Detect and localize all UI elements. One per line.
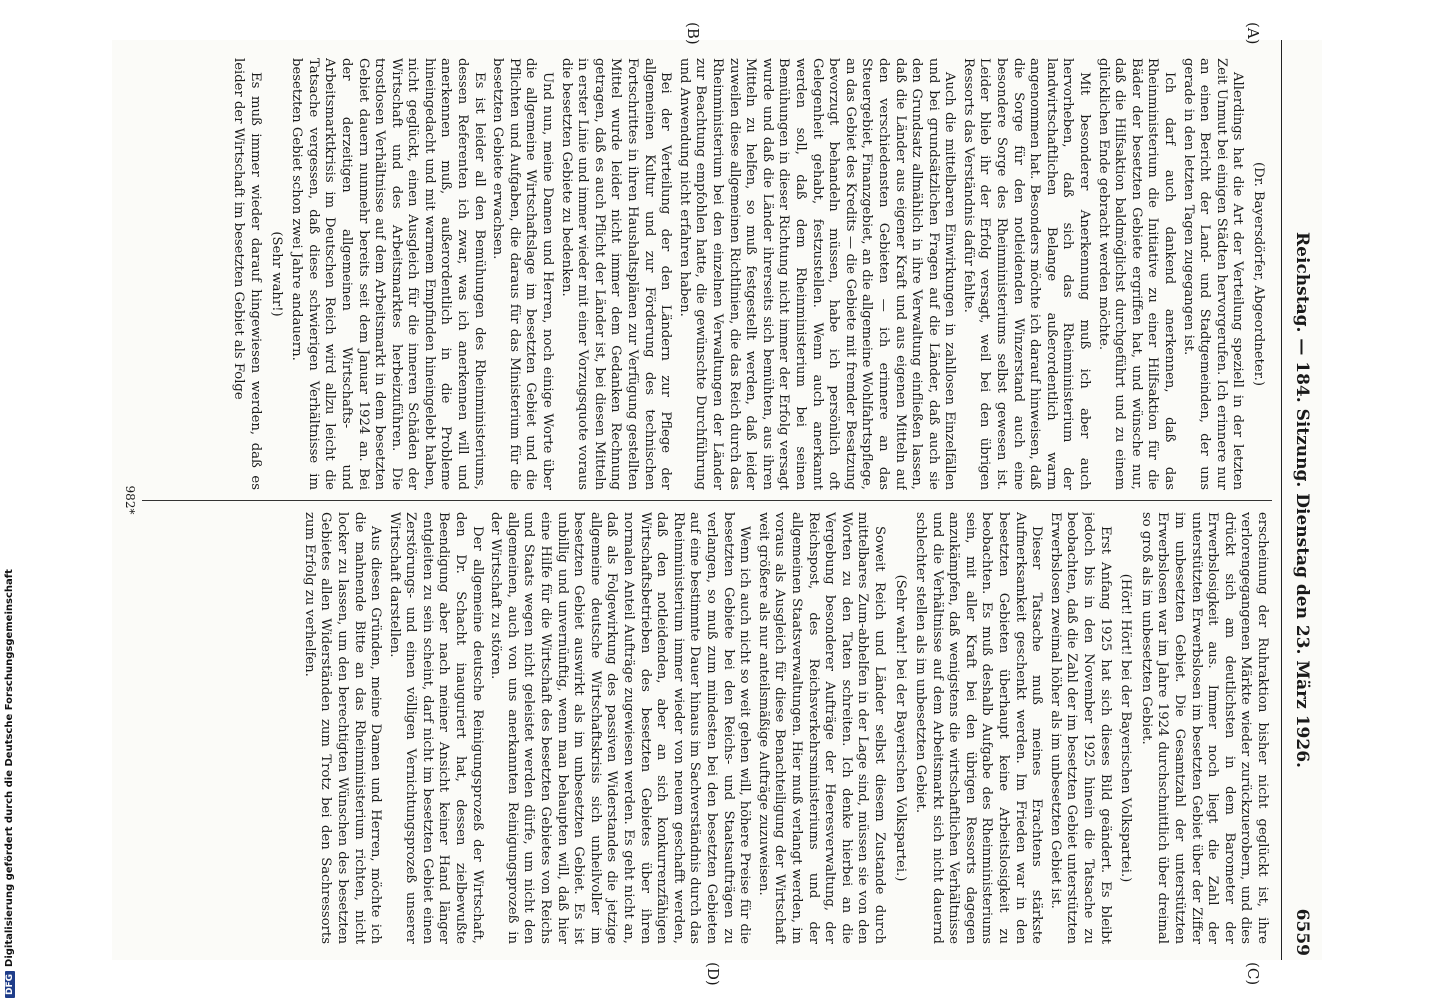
session-title: Reichstag. — 184. Sitzung. Dienstag den 23. März 1926. — [1292, 232, 1312, 768]
paragraph: Mit besonderer Anerkennung muß ich aber auch hervorheben, daß sich das Rheinministerium der landwirtschaftlichen Belange außerordentlich warm angenommen hat. Besonders möchte ich darauf hinweisen, daß die Sorge für den notleidenden Winzerstand auch eine besondere Sorge des Rheinministeriums selbst gewesen ist. Leider blieb ihr der Erfolg versagt, weil bei den übrigen Ressorts das Verständnis dafür fehlte. — [960, 58, 1093, 490]
paragraph: Bei der Verteilung der den Ländern zur Pflege der allgemeinen Kultur und zur Förderung des technischen Fortschrittes in ihren Haushaltsplänen zur Verfügung gestellten Mittel wurde leider nicht immer dem Gedanken Rechnung getragen, daß es auch Pflicht der Länder ist, bei diesen Mitteln in erster Linie und immer wieder mit einer Vorzugsquote voraus die besetzten Gebiete zu bedenken. — [558, 58, 674, 490]
paragraph: Es muß immer wieder darauf hingewiesen werden, daß es leider der Wirtschaft im besetzten Gebiet als Folge — [231, 58, 263, 490]
paragraph: Allerdings hat die Art der Verteilung speziell in der letzten Zeit Unmut bei einigen Städten hervorgerufen. Ich erinnere nur an einen Bericht der Land- und Stadtgemeinden, der uns gerade in den letzten Tagen zugegangen ist. — [1180, 58, 1246, 490]
folio-number: 982* — [123, 485, 137, 515]
paragraph: Wenn ich auch nicht so weit gehen will, höhere Preise für die besetzten Gebiete bei den Reichs- und Staatsaufträgen zu verlangen, so muß zum mindesten bei den besetzten Gebieten auf eine bestimmte Dauer hinaus im Sachverständnis durch das Rheinministerium immer wieder von neuem geschafft werden, daß den notleidenden, aber an sich konkurrenzfähigen Wirtschaftsbetrieben des besetzten Gebietes über ihren normalen Anteil Aufträge zugewiesen werden. Es geht nicht an, daß als Folgewirkung des passiven Widerstandes die jetzige allgemeine deutsche Wirtschaftskrisis sich unheilvoller im besetzten Gebiet auswirkt als im unbesetzten Gebiet. Es ist unbillig und unvernünftig, wenn man behaupten will, daß hier eine Hilfe für die Wirtschaft des besetzten Gebietes von Reichs und Staats wegen nicht geleistet werden dürfe, um nicht den allgemeinen, auch von uns anerkannten Reinigungsprozeß in der Wirtschaft zu stören. — [488, 512, 753, 944]
speaker-line: (Dr. Bayersdörfer, Abgeordneter.) — [1251, 162, 1266, 386]
interjection: (Sehr wahr!) — [268, 231, 284, 317]
column-divider — [142, 500, 1272, 501]
right-column — [150, 512, 1270, 944]
page-header — [1281, 40, 1322, 960]
credit-text: Digitalisierung gefördert durch die Deutsche Forschungsgemeinschaft — [4, 569, 15, 967]
paragraph: Und nun, meine Damen und Herren, noch einige Worte über die allgemeine Wirtschaftslage im besetzten Gebiet und die Pflichten und Aufgaben, die daraus für das Ministerium für die besetzten Gebiete erwachsen. — [490, 58, 556, 490]
rotated-document-page — [112, 22, 1322, 986]
paragraph: Ich darf auch dankend anerkennen, daß das Rheinministerium die Initiative zu einer Hilfsaktion für die Bäder der besetzten Gebiete ergriffen hat, und wünsche nur, daß die Hilfsaktion baldmöglichst durchgeführt und zu einem glücklichen Ende gebracht werden möchte. — [1095, 58, 1178, 490]
margin-marker-c: (C) — [1244, 962, 1262, 986]
paragraph: Auch die mittelbaren Einwirkungen in zahllosen Einzelfällen und bei grundsätzlichen Fragen auf die Länder, daß auch sie den Grundsatz allmählich in ihre Verwaltung einfließen lassen, daß die Länder aus eigener Kraft und aus eigenen Mitteln auf den verschiedensten Gebieten — ich erinnere an das Steuergebiet, Finanzgebiet, an die allgemeine Wohlfahrtspflege, an das Gebiet des Kredits — die Gebiete mit fremder Besatzung bevorzugt behandeln müssen, habe ich persönlich oft Gelegenheit gehabt, festzustellen. Wenn auch anerkannt werden soll, daß dem Rheinministerium bei seinen Bemühungen in dieser Richtung nicht immer der Erfolg versagt wurde und daß die Länder ihrerseits sich bemühten, aus ihren Mitteln zu helfen, so muß festgestellt werden, daß leider zuweilen diese allgemeinen Richtlinien, die das Reich durch das Rheinministerium bei den einzelnen Verwaltungen der Länder zur Beachtung empfohlen hatte, die gewünschte Durchführung und Anwendung nicht erfahren haben. — [676, 58, 958, 490]
digitization-credit — [4, 569, 15, 998]
interjection: (Sehr wahr! bei der Bayerischen Volkspartei.) — [892, 574, 908, 882]
interjection: (Hört! Hört! bei der Bayerischen Volkspartei.) — [1118, 573, 1134, 883]
paragraph: erscheinung der Ruhraktion bisher nicht geglückt ist, ihre verlorengegangenen Märkte wieder zurückzuerobern, und dies drückt sich am deutlichsten in dem Barometer der Erwerbslosigkeit aus. Immer noch liegt die Zahl der unterstützten Erwerbslosen im besetzten Gebiet über der Ziffer im unbesetzten Gebiet. Die Gesamtzahl der unterstützten Erwerbslosen war im Jahre 1924 durchschnittlich über dreimal so groß als im unbesetzten Gebiet. — [1138, 512, 1270, 944]
margin-marker-a: (A) — [1244, 22, 1262, 45]
paragraph: Erst Anfang 1925 hat sich dieses Bild geändert. Es bleibt jedoch bis in den November 1925 hinein die Tatsache zu beobachten, daß die Zahl der im besetzten Gebiet unterstützten Erwerbslosen zweimal höher als im unbesetzten Gebiet ist. — [1047, 512, 1113, 944]
page-number: 6559 — [1292, 908, 1312, 956]
paragraph: Aus diesen Gründen, meine Damen und Herren, möchte ich die mahnende Bitte an das Rheinministerium richten, nicht locker zu lassen, um den berechtigten Wünschen des besetzten Gebietes allen Widerständen zum Trotz bei den Sachressorts zum Erfolg zu verhelfen. — [301, 512, 384, 944]
dfg-logo: DFG — [5, 971, 15, 998]
margin-marker-d: (D) — [704, 962, 722, 986]
paragraph: Dieser Tatsache muß meines Erachtens stärkste Aufmerksamkeit geschenkt werden. Im Frieden war in den besetzten Gebieten überhaupt keine Arbeitslosigkeit zu beobachten. Es muß deshalb Aufgabe des Rheinministeriums sein, mit aller Kraft bei den übrigen Ressorts dagegen anzukämpfen, daß wenigstens die wirtschaftlichen Verhältnisse und die Verhältnisse auf dem Arbeitsmarkt sich nicht dauernd schlechter stellen als im unbesetzten Gebiet. — [913, 512, 1045, 944]
paragraph: Soweit Reich und Länder selbst diesem Zustande durch mittelbares Zum-abhelfen in der Lage sind, müssen sie von den Worten zu den Taten schreiten. Ich denke hierbei an die Vergebung besonderer Aufträge der Heeresverwaltung, der Reichspost, des Reichsverkehrsministeriums und der allgemeinen Staatsverwaltungen. Hier muß verlangt werden, im voraus als Ausgleich für diese Benachteiligung der Wirtschaft weit größere als nur anteilsmäßige Aufträge zuzuweisen. — [755, 512, 887, 944]
paragraph: Der allgemeine deutsche Reinigungsprozeß der Wirtschaft, den Dr. Schacht inauguriert hat, dessen zielbewußte Beendigung aber nach meiner Ansicht keiner Hand länger entgleiten zu sein scheint, darf nicht im besetzten Gebiet einen Zerstörungs- und einen völligen Vernichtungsprozeß unserer Wirtschaft darstellen. — [386, 512, 485, 944]
margin-marker-b: (B) — [684, 22, 702, 45]
left-column — [150, 58, 1270, 490]
paragraph: Es ist leider all den Bemühungen des Rheinministeriums, dessen Referenten ich zwar, was ich anerkennen will und anerkennen muß, außerordentlich in die Probleme hineingedacht und mit warmem Empfinden hineingelebt haben, nicht geglückt, einen Ausgleich für die inneren Schäden der Wirtschaft und des Arbeitsmarktes herbeizuführen. Die trostlosen Verhältnisse auf dem Arbeitsmarkt in dem besetzten Gebiet dauern nunmehr bereits seit dem Januar 1924 an. Bei der derzeitigen allgemeinen Wirtschafts- und Arbeitsmarktkrisis im Deutschen Reich wird allzu leicht die Tatsache vergessen, daß diese schwierigen Verhältnisse im besetzten Gebiet schon zwei Jahre andauern. — [289, 58, 487, 490]
